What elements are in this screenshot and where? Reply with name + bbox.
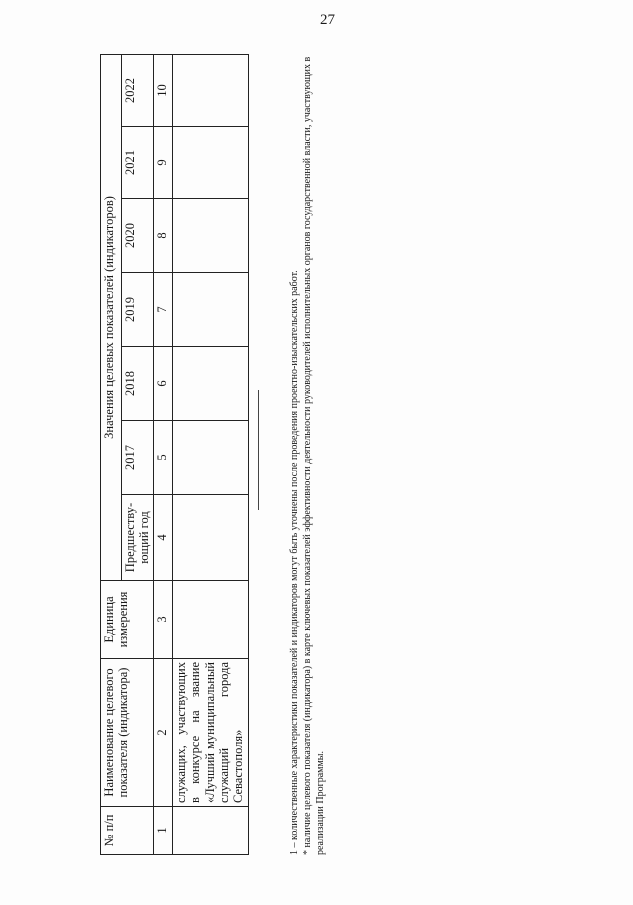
header-prev-year: Предшеству-ющий год [122,495,154,581]
rotated-page-content [85,55,585,855]
divider-line [258,390,259,510]
cell-unit [172,581,248,659]
header-year: 2021 [122,127,154,199]
footnote: * наличие целевого показателя (индикатора) в карте ключевых показателей эффективности деятельности руководителей исполнительных органов государственной власти, участвующих в реализации Программы. [302,56,326,855]
table-row [172,54,248,854]
header-year: 2020 [122,199,154,273]
footnote: 1 – количественные характеристики показателей и индикаторов могут быть уточнены после проведения проектно-изыскательских работ. [289,270,300,855]
column-number: 4 [153,495,172,581]
cell-value [172,421,248,495]
header-name: Наименование целевого показателя (индикатора) [101,659,154,807]
header-year: 2019 [122,273,154,347]
cell-value [172,54,248,126]
header-year: 2022 [122,54,154,126]
cell-value [172,127,248,199]
header-year: 2017 [122,421,154,495]
column-number: 5 [153,421,172,495]
cell-value [172,199,248,273]
column-number: 7 [153,273,172,347]
cell-name: служащих, участвующих в конкурсе на звание «Лучший муниципальный служащий города Севастополя» [172,659,248,807]
cell-value [172,347,248,421]
column-number: 9 [153,127,172,199]
header-values-group: Значения целевых показателей (индикаторов) [101,54,122,580]
column-number: 8 [153,199,172,273]
column-number: 1 [153,807,172,855]
cell-value [172,273,248,347]
page-number: 27 [320,12,335,28]
indicators-table [100,54,249,855]
footnotes [288,55,327,855]
column-number: 3 [153,581,172,659]
column-number: 10 [153,54,172,126]
header-unit: Единица измерения [101,581,154,659]
cell-num [172,807,248,855]
header-year: 2018 [122,347,154,421]
column-number: 6 [153,347,172,421]
column-number: 2 [153,659,172,807]
header-num: № п/п [101,807,154,855]
cell-prev-year [172,495,248,581]
